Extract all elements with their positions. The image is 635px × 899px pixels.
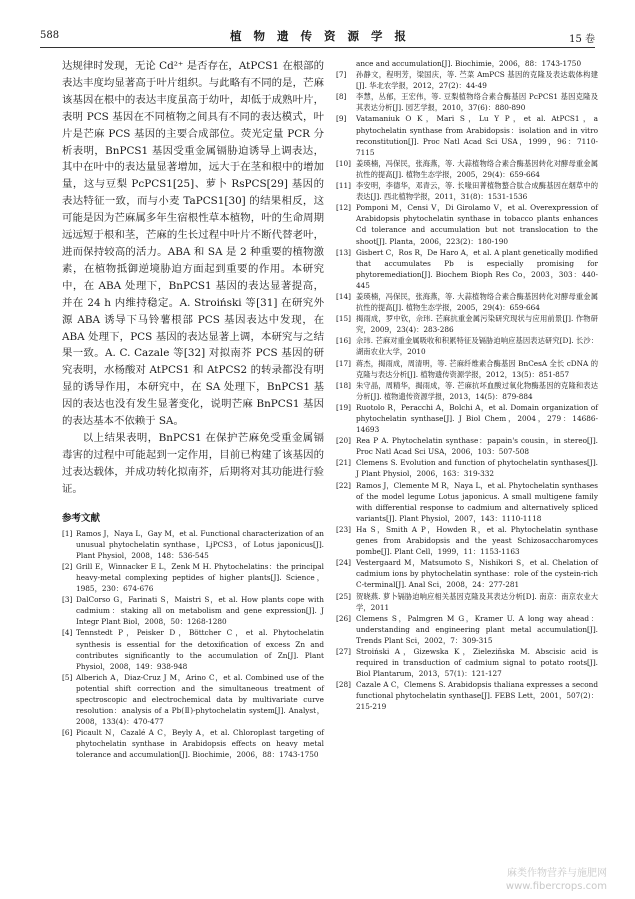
reference-text: Picault N，Cazalé A C，Beyly A，et al. Chloroplast targeting of phytochelatin synthase in Arabidopsis effects on heavy metal tolerance and accumulation[J]. Biochimie，2006，88：1743-1750 [76,728,324,760]
reference-item [336,291,598,313]
reference-text: Ruotolo R，Peracchi A，Bolchi A，et al. Domain organization of phytochelatin synthase[J]. J Biol Chem，2004，279：14686-14693 [356,402,598,435]
page-number: 588 [40,30,60,41]
reference-number: [10] [336,158,351,168]
reference-number: [3] [62,595,73,605]
reference-item [336,613,598,646]
reference-number: [28] [336,680,351,690]
reference-number: [7] [336,70,347,80]
reference-text: Ha S，Smith A P，Howden R，et al. Phytochelatin synthase genes from Arabidopsis and the yeast Schizosaccharomyces pombe[J]. Plant Cell，1999，11：1153-1163 [356,524,598,557]
body-paragraph-2: 以上结果表明，BnPCS1 在保护芒麻免受重金属镉毒害的过程中可能起到一定作用，目前已构建了该基因的过表达载体，并成功转化拟南芥，后期将对其功能进行验证。 [62,431,324,495]
reference-item [336,480,598,524]
reference-item [336,358,598,380]
reference-item [336,202,598,246]
reference-text: DalCorso G，Farinati S，Maistri S，et al. How plants cope with cadmium：staking all on metabolism and gene expression[J]. J Integr Plant Biol，2008，50：1268-1280 [76,595,324,627]
reference-text: 揭雨成，罗中钦，佘玮. 芒麻抗重金属污染研究现状与应用前景[J]. 作物研究，2009，23(4)：283-286 [356,314,598,335]
page-header [40,30,595,48]
references-left-list [62,528,324,761]
reference-text: Clemens S，Palmgren M G，Kramer U. A long way ahead：understanding and engineering plant metal accumulation[J]. Trends Plant Sci，2002，7：309-315 [356,613,598,645]
reference-text: Alberich A，Diaz-Cruz J M，Arino C，et al. Combined use of the potential shift correction and the simultaneous treatment of spectroscopic and electrochemical data by multivariate curve resolution：analysis of a Pb(Ⅱ)-phytochelatin system[J]. Analyst，2008，133(4)：470-477 [76,672,324,727]
reference-number: [23] [336,524,351,534]
reference-item [62,528,324,561]
reference-text: 朱守晶，周精华，揭雨成，等. 芒麻抗坏血酸过氧化物酶基因的克隆和表达分析[J]. 植物遗传资源学报，2013，14(5)：879-884 [356,380,598,401]
reference-item [62,727,324,760]
reference-text: Tennstedt P，Peisker D，Böttcher C，et al. Phytochelatin synthesis is essential for the detoxification of excess Zn and contributes significantly to the accumulation of Zn[J]. Plant Physiol，2008，149：938-948 [76,628,324,671]
reference-item [336,435,598,457]
reference-item [336,91,598,113]
references-heading: 参考文献 [62,512,101,524]
reference-number: [16] [336,336,351,346]
reference-number: [13] [336,247,351,257]
reference-item [336,591,598,613]
reference-item [336,180,598,202]
reference-text: Ramos J，Naya L，Gay M，et al. Functional characterization of an unusual phytochelatin synthase，LjPCS3，of Lotus japonicus[J]. Plant Physiol，2008，148：536-545 [76,528,324,560]
watermark [506,867,607,893]
reference-item [336,113,598,157]
left-column [62,58,324,761]
reference-number: [27] [336,646,351,656]
reference-number: [9] [336,114,347,124]
reference-text: 佘玮. 芒麻对重金属吸收和积累特征及镉胁迫响应基因表达研究[D]. 长沙：湖南农业大学，2010 [356,336,598,357]
reference-item [336,380,598,402]
reference-text: Gisbert C，Ros R，De Haro A，et al. A plant genetically modified that accumulates Pb is especially promising for phytoremediation[J]. Biochem Bioph Res Co，2003，303：440-445 [356,247,599,290]
volume-label: 15 卷 [569,34,595,45]
reference-number: [20] [336,436,351,446]
reference-number: [6] [62,728,73,738]
reference-item [336,58,598,69]
reference-number: [25] [336,591,351,601]
references-right-list [336,58,598,713]
reference-number: [11] [336,181,351,191]
reference-number: [22] [336,480,351,490]
reference-text: Cazale A C，Clemens S. Arabidopsis thaliana expresses a second functional phytochelatin synthase[J]. FEBS Lett，2001，507(2)：215-219 [356,680,598,712]
reference-number: [1] [62,528,73,538]
reference-item [336,402,598,435]
reference-item [336,313,598,335]
reference-text: 蒋杰，揭雨成，周清明，等. 芒麻纤维素合酶基因 BnCesA 全长 cDNA 的克隆与表达分析[J]. 植物遗传资源学报，2012，13(5)：851-857 [356,358,598,379]
reference-text: 姜瑛楠，冯保民，张海燕，等. 大蒜植物络合素合酶基因转化对酵母重金属抗性的提高[J]. 植物生态学报，2005，29(4)：659-664 [356,291,598,313]
reference-number: [8] [336,92,347,102]
reference-item [336,69,598,91]
reference-text: Ramos J，Clemente M R，Naya L，et al. Phytochelatin synthases of the model legume Lotus japonicus. A small multigene family with differential response to cadmium and alternatively spliced variants[J]. Plant Physiol，2007，143：1110-1118 [356,480,598,523]
reference-item [62,561,324,594]
reference-text: ance and accumulation[J]. Biochimie，2006，88：1743-1750 [356,59,582,68]
reference-item [336,646,598,679]
reference-item [336,524,598,557]
reference-number: [18] [336,380,351,390]
reference-item [336,457,598,479]
reference-text: 姜瑛楠，冯保民，张海燕，等. 大蒜植物络合素合酶基因转化对酵母重金属抗性的提高[J]. 植物生态学报，2005，29(4)：659-664 [356,158,598,179]
reference-number: [4] [62,628,73,638]
reference-text: Vatamaniuk O K，Mari S，Lu Y P，et al. AtPCS1，a phytochelatin synthase from Arabidopsis：isolation and in vitro reconstitution[J]. Proc Natl Acad Sci USA，1999，96：7110-7115 [356,114,598,157]
reference-number: [2] [62,561,73,571]
reference-number: [21] [336,458,351,468]
reference-text: Pomponi M，Censi V，Di Girolamo V，et al. Overexpression of Arabidopsis phytochelatin synthase in tobacco plants enhances Cd tolerance and accumulation but not translocation to the shoot[J]. Planta，2006，223(2)：180-190 [356,203,598,246]
right-column [336,58,598,713]
reference-number: [15] [336,314,351,324]
reference-text: Stroiński A，Gizewska K，Zieleziňska M. Abscisic acid is required in transduction of cadmium signal to potato roots[J]. Biol Plantarum，2013，57(1)：121-127 [356,646,598,679]
reference-text: 孙静文，程明芳，梁国庆，等. 苎菜 AmPCS 基因的克隆及表达载体构建[J]. 华北农学报，2012，27(2)：44-49 [356,70,598,91]
reference-number: [24] [336,558,351,568]
reference-number: [17] [336,358,351,368]
reference-item [336,335,598,357]
reference-text: Vestergaard M，Matsumoto S，Nishikori S，et al. Chelation of cadmium ions by phytochelatin synthase：role of the cystein-rich C-terminal[J]. Anal Sci，2008，24：277-281 [356,558,598,590]
watermark-line-2: www.fibercrops.com [505,881,607,892]
reference-text: 李慧，丛郁，王宏伟，等. 豆梨植物络合素合酶基因 PcPCS1 基因克隆及其表达分析[J]. 园艺学报，2010，37(6)：880-890 [356,92,598,113]
body-paragraph-1: 达规律时发现，无论 Cd²⁺ 是否存在，AtPCS1 在根部的表达丰度均显著高于叶片组织。与此略有不同的是，芒麻该基因在根中的表达丰度虽高于幼叶，却低于成熟叶片，表明 PCS 基因在不同植物之间具有不同的表达模式，叶片是芒麻 PCS 基因的主要合成部位。荧光定量 PCR 分析表明，BnPCS1 基因受重金属镉胁迫诱导上调表达，其中在叶中的表达量显著增加，远大于在茎和根中的增加量，这与豆梨 PcPCS1[25]、萝卜 RsPCS[29] 基因的表达特征一致，而与小麦 TaPCS1[30] 的结果相反，这可能是因为芒麻属多年生宿根性草本植物，叶的生命周期远远短于根和茎，芒麻的生长过程中叶片不断代替老叶，进而保持较高的活力。ABA 和 SA 是 2 种重要的植物激素，在植物抵御逆境胁迫方面起到重要的作用。本研究中，在 ABA 处理下，BnPCS1 基因的表达显著提高，并在 24 h 内维持稳定。A. Stroiński 等[31] 在研究外源 ABA 诱导下马铃薯根部 PCS 基因表达中发现，在 ABA 处理下，PCS 基因的表达显著上调，本研究与之结果一致。A. C. Cazale 等[32] 对拟南芥 PCS 基因的研究表明，水杨酸对 AtPCS1 和 AtPCS2 的转录都没有明显的诱导作用，本研究中，在 SA 处理下，BnPCS1 基因的表达也没有发生显著变化，说明芒麻 BnPCS1 基因的表达基本不依赖于 SA。 [62,60,324,428]
reference-text: Clemens S. Evolution and function of phytochelatin synthases[J]. J Plant Physiol，2006，163：319-332 [356,458,598,479]
reference-item [336,679,598,712]
reference-number: [19] [336,402,351,412]
reference-item [62,672,324,727]
reference-item [336,158,598,180]
reference-text: 李安明，李德华，邓青云，等. 长喙田菁植物螯合肽合成酶基因在烟草中的表达[J]. 西北植物学报，2011，31(8)：1531-1536 [356,181,598,202]
journal-title: 植 物 遗 传 资 源 学 报 [230,29,411,43]
reference-item [62,594,324,627]
reference-item [336,247,598,291]
reference-item [336,557,598,590]
reference-text: Grill E，Winnacker E L，Zenk M H. Phytochelatins：the principal heavy-metal complexing peptides of higher plants[J]. Science，1985，230：674-676 [76,561,324,594]
reference-number: [26] [336,613,351,623]
reference-number: [5] [62,672,73,682]
reference-item [62,627,324,671]
reference-text: Rea P A. Phytochelatin synthase：papain's cousin，in stereo[J]. Proc Natl Acad Sci USA，2006，103：507-508 [356,436,598,457]
watermark-line-1: 麻类作物营养与施肥网 [507,868,607,879]
header-rule [40,47,595,48]
reference-number: [14] [336,291,351,301]
reference-number: [12] [336,203,351,213]
reference-text: 贺晓燕. 萝卜镉胁迫响应相关基因克隆及其表达分析[D]. 南京：南京农业大学，2011 [356,591,598,612]
